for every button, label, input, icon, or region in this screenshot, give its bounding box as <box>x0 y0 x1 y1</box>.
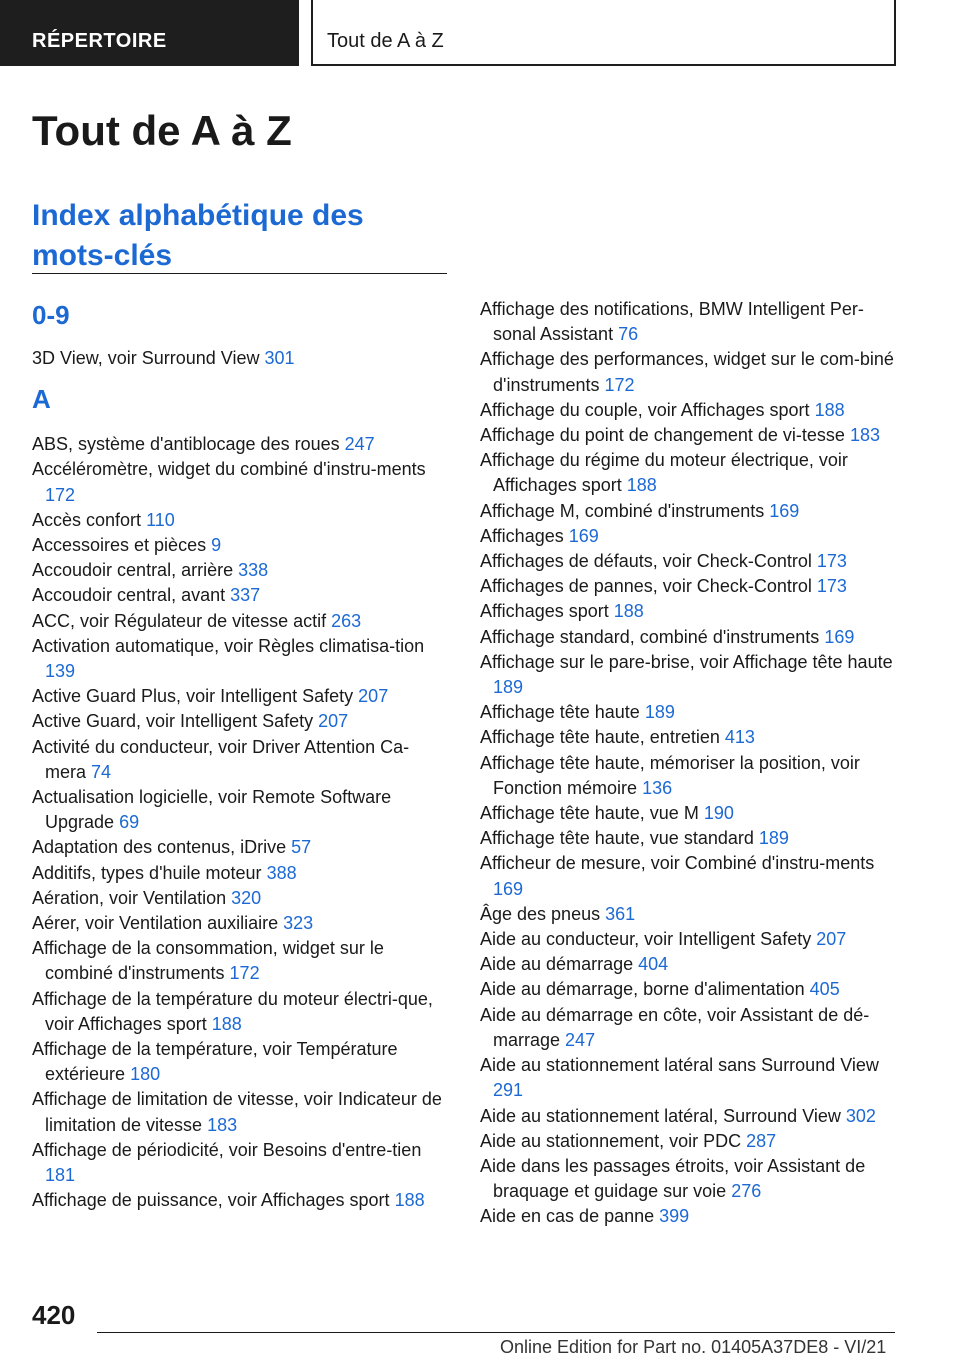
index-entry <box>32 911 447 936</box>
index-entry-text: Activation automatique, voir Règles climatisa-tion <box>32 635 425 656</box>
index-entry <box>480 574 900 599</box>
page-reference-link[interactable]: 173 <box>816 551 847 572</box>
index-entry <box>480 927 900 952</box>
page-reference-link[interactable]: 207 <box>816 929 847 950</box>
page-reference-link[interactable]: 169 <box>493 878 524 899</box>
page-reference-link[interactable]: 173 <box>816 576 847 597</box>
page-reference-link[interactable]: 169 <box>769 500 800 521</box>
index-entry-text: Affichages de pannes, voir Check-Control <box>480 576 812 597</box>
page-reference-link[interactable]: 263 <box>331 610 362 631</box>
letter-heading: 0-9 <box>32 300 70 330</box>
page-reference-link[interactable]: 169 <box>568 525 599 546</box>
page-reference-link[interactable]: 189 <box>758 828 789 849</box>
edition-note: Online Edition for Part no. 01405A37DE8 - VI/21 <box>500 1337 887 1357</box>
page-reference-link[interactable]: 247 <box>344 434 375 455</box>
index-entry-text: Affichage tête haute, vue M <box>480 803 699 824</box>
index-entry <box>32 558 447 583</box>
page-reference-link[interactable]: 169 <box>824 626 855 647</box>
page-reference-link[interactable]: 74 <box>91 761 112 782</box>
page-number: 420 <box>32 1300 76 1330</box>
index-entry-text: Affichage des notifications, BMW Intelligent Per-sonal Assistant <box>480 299 864 345</box>
index-entry <box>32 1037 447 1087</box>
index-entry-text: Âge des pneus <box>480 903 601 924</box>
chapter-tab-label: Tout de A à Z <box>327 30 444 52</box>
index-column-right <box>480 297 900 1230</box>
index-entry-text: Affichage de la température du moteur électri-que, voir Affichages sport <box>32 988 433 1034</box>
page-reference-link[interactable]: 110 <box>146 509 175 530</box>
page-reference-link[interactable]: 399 <box>659 1206 690 1227</box>
index-entry-text: Accoudoir central, arrière <box>32 560 234 581</box>
index-entry-text: Aération, voir Ventilation <box>32 887 227 908</box>
page-reference-link[interactable]: 337 <box>230 585 261 606</box>
page-reference-link[interactable]: 291 <box>493 1080 524 1101</box>
page-reference-link[interactable]: 139 <box>45 661 76 682</box>
index-entry-text: ABS, système d'antiblocage des roues <box>32 434 340 455</box>
index-entry-text: Affichage de la consommation, widget sur le combiné d'instruments <box>32 938 384 984</box>
index-entry-text: Aide dans les passages étroits, voir Assistant de braquage et guidage sur voie <box>480 1155 866 1202</box>
page-title: Tout de A à Z <box>32 107 292 154</box>
index-entry-text: Actualisation logicielle, voir Remote Software Upgrade <box>32 787 392 833</box>
index-entry <box>480 1204 900 1229</box>
index-column-left <box>32 290 447 1214</box>
index-entry <box>32 1188 447 1213</box>
index-entry-text: Affichage tête haute <box>480 702 640 723</box>
index-entry <box>480 347 900 397</box>
index-entry <box>32 709 447 734</box>
page-reference-link[interactable]: 301 <box>264 348 295 368</box>
index-entry-text: Aide au démarrage, borne d'alimentation <box>480 979 805 1000</box>
page-reference-link[interactable]: 188 <box>613 601 644 622</box>
index-entry <box>32 1138 447 1188</box>
index-entry <box>480 398 900 423</box>
index-entry <box>32 533 447 558</box>
index-entry-text: Aide au stationnement, voir PDC <box>480 1130 742 1151</box>
index-entry-text: Aide au conducteur, voir Intelligent Safety <box>480 929 812 950</box>
page-reference-link[interactable]: 188 <box>626 475 657 496</box>
index-entry <box>32 987 447 1037</box>
page-reference-link[interactable]: 189 <box>493 677 524 698</box>
index-entry <box>32 936 447 986</box>
index-entry <box>32 735 447 785</box>
index-entry-text: Accessoires et pièces <box>32 535 207 556</box>
index-entry <box>32 886 447 911</box>
index-entry-text: Afficheur de mesure, voir Combiné d'instru-ments <box>480 853 875 874</box>
letter-heading: A <box>32 384 51 415</box>
page-reference-link[interactable]: 183 <box>207 1114 238 1135</box>
index-entry <box>480 977 900 1002</box>
index-entry <box>32 346 447 371</box>
index-entry-text: Affichages de défauts, voir Check-Control <box>480 551 812 572</box>
page-reference-link[interactable]: 172 <box>604 374 635 395</box>
index-entry <box>480 499 900 524</box>
page-reference-link[interactable]: 276 <box>731 1181 762 1202</box>
page-reference-link[interactable]: 180 <box>130 1064 161 1085</box>
page-reference-link[interactable]: 388 <box>266 862 297 883</box>
index-entry-text: Affichage tête haute, mémoriser la position, voir Fonction mémoire <box>480 752 860 798</box>
header-bar <box>0 0 960 66</box>
index-entry-text: Affichage tête haute, vue standard <box>480 828 754 849</box>
index-entry-text: Accéléromètre, widget du combiné d'instru-ments <box>32 459 426 480</box>
page-reference-link[interactable]: 76 <box>618 324 639 345</box>
index-entry <box>480 297 900 347</box>
index-entry-text: 3D View, voir Surround View <box>32 348 260 368</box>
index-entry-text: Aérer, voir Ventilation auxiliaire <box>32 913 279 934</box>
index-entry-text: Affichage sur le pare-brise, voir Affichage tête haute <box>480 651 893 672</box>
index-entry <box>480 549 900 574</box>
index-entry <box>480 423 900 448</box>
index-entry-text: Adaptation des contenus, iDrive <box>32 837 287 858</box>
index-entry-text: Affichages sport <box>480 601 609 622</box>
index-entry-text: Accès confort <box>32 509 142 530</box>
index-entry <box>32 634 447 684</box>
page-reference-link[interactable]: 361 <box>605 903 636 924</box>
index-entry <box>32 785 447 835</box>
index-entry <box>480 599 900 624</box>
index-entry <box>480 725 900 750</box>
index-entry-text: Affichage du régime du moteur électrique, voir Affichages sport <box>480 450 848 496</box>
index-entry <box>480 1154 900 1204</box>
page-reference-link[interactable]: 172 <box>229 963 260 984</box>
index-entry <box>32 861 447 886</box>
index-entry <box>480 751 900 801</box>
index-entry-text: Active Guard, voir Intelligent Safety <box>32 711 314 732</box>
page-reference-link[interactable]: 181 <box>45 1165 76 1186</box>
index-entry-text: Aide au démarrage en côte, voir Assistant de dé-marrage <box>480 1004 870 1050</box>
index-entry <box>480 1053 900 1103</box>
page-reference-link[interactable]: 247 <box>565 1029 596 1050</box>
index-entry <box>32 684 447 709</box>
index-entry-text: Affichage tête haute, entretien <box>480 727 720 748</box>
index-entry <box>32 1087 447 1137</box>
footer-divider <box>97 1332 895 1333</box>
index-entry <box>480 650 900 700</box>
index-entry-text: Affichage M, combiné d'instruments <box>480 500 765 521</box>
index-entry-text: Affichage de la température, voir Température extérieure <box>32 1039 398 1085</box>
index-entry <box>32 609 447 634</box>
page-reference-link[interactable]: 338 <box>238 560 269 581</box>
section-title: Index alphabétique des mots-clés <box>32 199 364 272</box>
page-reference-link[interactable]: 207 <box>318 711 349 732</box>
index-entry <box>480 851 900 901</box>
index-entry <box>32 432 447 457</box>
index-entry <box>480 902 900 927</box>
page-reference-link[interactable]: 302 <box>845 1105 876 1126</box>
page-reference-link[interactable]: 9 <box>211 535 222 556</box>
index-entry-text: Aide au stationnement latéral sans Surround View <box>480 1055 879 1076</box>
index-entry-text: Affichage de périodicité, voir Besoins d'entre-tien <box>32 1139 422 1160</box>
section-tab[interactable] <box>0 0 299 66</box>
index-entry-text: Accoudoir central, avant <box>32 585 226 606</box>
page-reference-link[interactable]: 183 <box>849 425 880 446</box>
section-tab-label: RÉPERTOIRE <box>32 30 167 52</box>
title-divider <box>32 273 447 274</box>
page-reference-link[interactable]: 69 <box>119 812 140 833</box>
index-entry-text: Aide au stationnement latéral, Surround View <box>480 1105 841 1126</box>
page-reference-link[interactable]: 57 <box>291 837 312 858</box>
index-entry <box>480 1129 900 1154</box>
index-entry <box>480 700 900 725</box>
page-reference-link[interactable]: 207 <box>358 686 389 707</box>
index-entry-text: Affichage du couple, voir Affichages sport <box>480 399 810 420</box>
index-entry-text: Active Guard Plus, voir Intelligent Safety <box>32 686 354 707</box>
page-reference-link[interactable]: 190 <box>703 803 734 824</box>
page-reference-link[interactable]: 189 <box>644 702 675 723</box>
index-entry-text: Aide en cas de panne <box>480 1206 655 1227</box>
page-reference-link[interactable]: 172 <box>45 484 76 505</box>
page-reference-link[interactable]: 188 <box>211 1013 242 1034</box>
index-entry <box>32 583 447 608</box>
chapter-tab[interactable] <box>311 0 896 66</box>
index-entry-text: Affichage de puissance, voir Affichages sport <box>32 1190 390 1211</box>
page-reference-link[interactable]: 320 <box>231 887 262 908</box>
index-entry <box>480 952 900 977</box>
page-reference-link[interactable]: 413 <box>724 727 755 748</box>
index-entry-text: Affichage des performances, widget sur le com-biné d'instruments <box>480 349 894 395</box>
index-entry <box>480 826 900 851</box>
page-reference-link[interactable]: 136 <box>642 777 673 798</box>
index-entry-text: ACC, voir Régulateur de vitesse actif <box>32 610 327 631</box>
page-reference-link[interactable]: 404 <box>638 954 669 975</box>
index-entry <box>32 457 447 507</box>
page-reference-link[interactable]: 188 <box>814 399 845 420</box>
page-reference-link[interactable]: 405 <box>809 979 840 1000</box>
page-reference-link[interactable]: 323 <box>283 913 314 934</box>
index-entry <box>480 524 900 549</box>
index-entry-text: Affichages <box>480 525 564 546</box>
page-reference-link[interactable]: 188 <box>394 1190 425 1211</box>
index-entry <box>32 835 447 860</box>
index-entry <box>480 1104 900 1129</box>
index-entry-text: Affichage du point de changement de vi-tesse <box>480 425 845 446</box>
index-entry-text: Aide au démarrage <box>480 954 634 975</box>
index-entry <box>480 801 900 826</box>
index-entry <box>32 508 447 533</box>
index-entry-text: Activité du conducteur, voir Driver Attention Ca-mera <box>32 736 410 782</box>
index-entry <box>480 625 900 650</box>
page-reference-link[interactable]: 287 <box>746 1130 777 1151</box>
index-entry-text: Affichage standard, combiné d'instruments <box>480 626 820 647</box>
index-entry-text: Additifs, types d'huile moteur <box>32 862 262 883</box>
index-entry-text: Affichage de limitation de vitesse, voir Indicateur de limitation de vitesse <box>32 1089 442 1135</box>
index-entry <box>480 1003 900 1053</box>
index-entry <box>480 448 900 498</box>
